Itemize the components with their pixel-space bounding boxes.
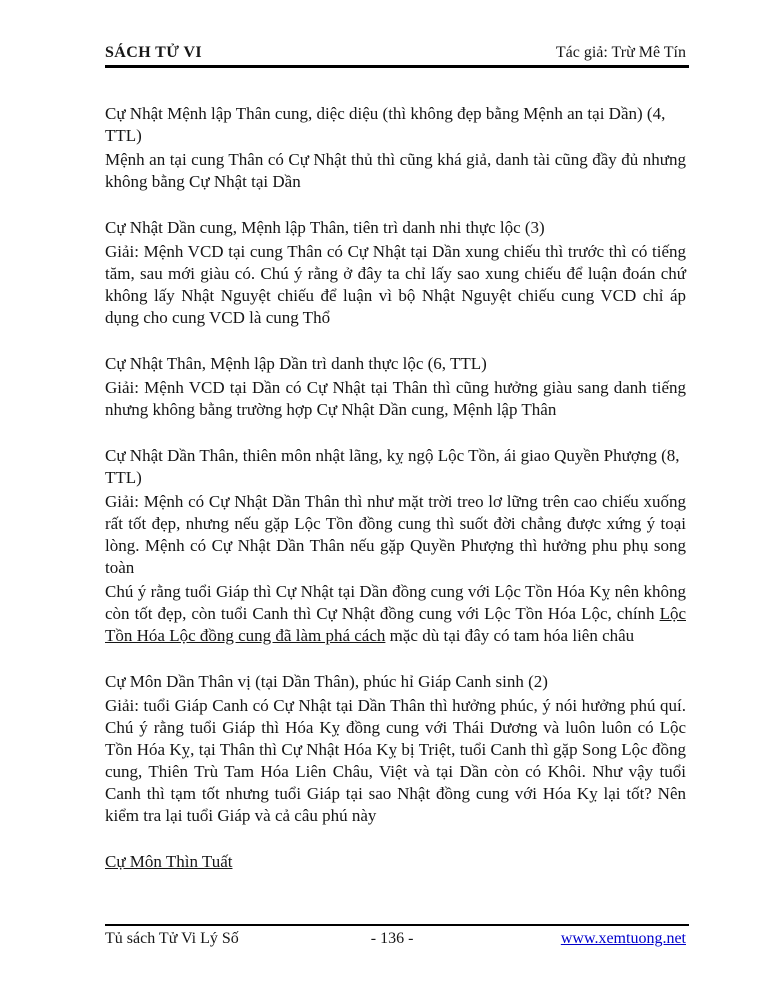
section-cu-mon-thin-tuat [105,851,686,873]
section-cu-mon-dan-than-vi [105,671,686,827]
page-number: - 136 - [370,930,414,947]
section-cu-nhat-menh-lap-than-cung [105,103,686,193]
section-paragraph: Giải: Mệnh VCD tại Dần có Cự Nhật tại Thân thì cũng hưởng giàu sang danh tiếng nhưng không bằng trường hợp Cự Nhật Dần cung, Mệnh lập Thân [105,378,686,419]
section-cu-nhat-dan-cung-menh-lap-than [105,217,686,329]
section-paragraph: Giải: tuổi Giáp Canh có Cự Nhật tại Dần Thân thì hưởng phúc, ý nói hưởng phú quí. Chú ý rằng tuổi Giáp thì Hóa Kỵ đồng cung với Thái Dương và luôn luôn có Lộc Tồn Hóa Kỵ, tại Thân thì Cự Nhật Hóa Kỵ bị Triệt, tuổi Canh thì gặp Song Lộc đồng cung, Thiên Trù Tam Hóa Liên Châu, Việt và tại Dần còn có Khôi. Như vậy tuổi Canh thì tạm tốt nhưng tuổi Giáp tại sao Nhật đồng cung với Hóa Kỵ lại tốt? Nên kiểm tra lại tuổi Giáp và cả câu phú này [105,696,686,825]
section-paragraph: Giải: Mệnh VCD tại cung Thân có Cự Nhật tại Dần xung chiếu thì trước thì có tiếng tăm, sau mới giàu có. Chú ý rằng ở đây ta chỉ lấy sao xung chiếu để luận đoán chứ không lấy Nhật Nguyệt chiếu để luận vì bộ Nhật Nguyệt chiếu cung VCD chỉ áp dụng cho cung VCD là cung Thổ [105,242,686,327]
header-rule [105,65,689,68]
section-cu-nhat-than-menh-lap-dan [105,353,686,421]
author-credit: Tác giả: Trừ Mê Tín [555,44,686,61]
footer-rule [105,924,689,926]
page-body [105,103,686,873]
page-header [105,44,686,62]
note-underlined-phrase: Lộc Tồn Hóa Lộc đồng cung đã làm phá cách [105,604,686,645]
note-text-after: mặc dù tại đây có tam hóa liên châu [385,626,635,645]
section-heading: Cự Nhật Thân, Mệnh lập Dần trì danh thực lộc (6, TTL) [105,354,487,373]
section-heading: Cự Nhật Dần Thân, thiên môn nhật lãng, kỵ ngộ Lộc Tồn, ái giao Quyền Phượng (8, TTL) [105,446,680,487]
section-heading: Cự Nhật Dần cung, Mệnh lập Thân, tiên trì danh nhi thực lộc (3) [105,218,545,237]
book-title: SÁCH TỬ VI [105,44,203,61]
section-paragraph: Mệnh an tại cung Thân có Cự Nhật thủ thì cũng khá giả, danh tài cũng đầy đủ nhưng không bằng Cự Nhật tại Dần [105,150,686,191]
note-text-before: Chú ý rằng tuổi Giáp thì Cự Nhật tại Dần đồng cung với Lộc Tồn Hóa Kỵ nên không còn tốt đẹp, còn tuổi Canh thì Cự Nhật đồng cung với Lộc Tồn Hóa Lộc, chính [105,582,686,623]
section-note-paragraph [105,581,686,647]
section-cu-nhat-dan-than [105,445,686,647]
section-paragraph: Giải: Mệnh có Cự Nhật Dần Thân thì như mặt trời treo lơ lững trên cao chiếu xuống rất tốt đẹp, nhưng nếu gặp Lộc Tồn đồng cung thì suốt đời chẳng được xứng ý toại lòng. Mệnh có Cự Nhật Dần Thân nếu gặp Quyền Phượng thì hưởng phu phụ song toàn [105,492,686,577]
section-heading: Cự Môn Dần Thân vị (tại Dần Thân), phúc hỉ Giáp Canh sinh (2) [105,672,548,691]
section-heading-underlined: Cự Môn Thìn Tuất [105,852,233,871]
section-heading: Cự Nhật Mệnh lập Thân cung, diệc diệu (thì không đẹp bằng Mệnh an tại Dần) (4, TTL) [105,104,666,145]
website-link[interactable]: www.xemtuong.net [560,930,686,947]
series-title: Tủ sách Tử Vi Lý Số [105,930,239,947]
